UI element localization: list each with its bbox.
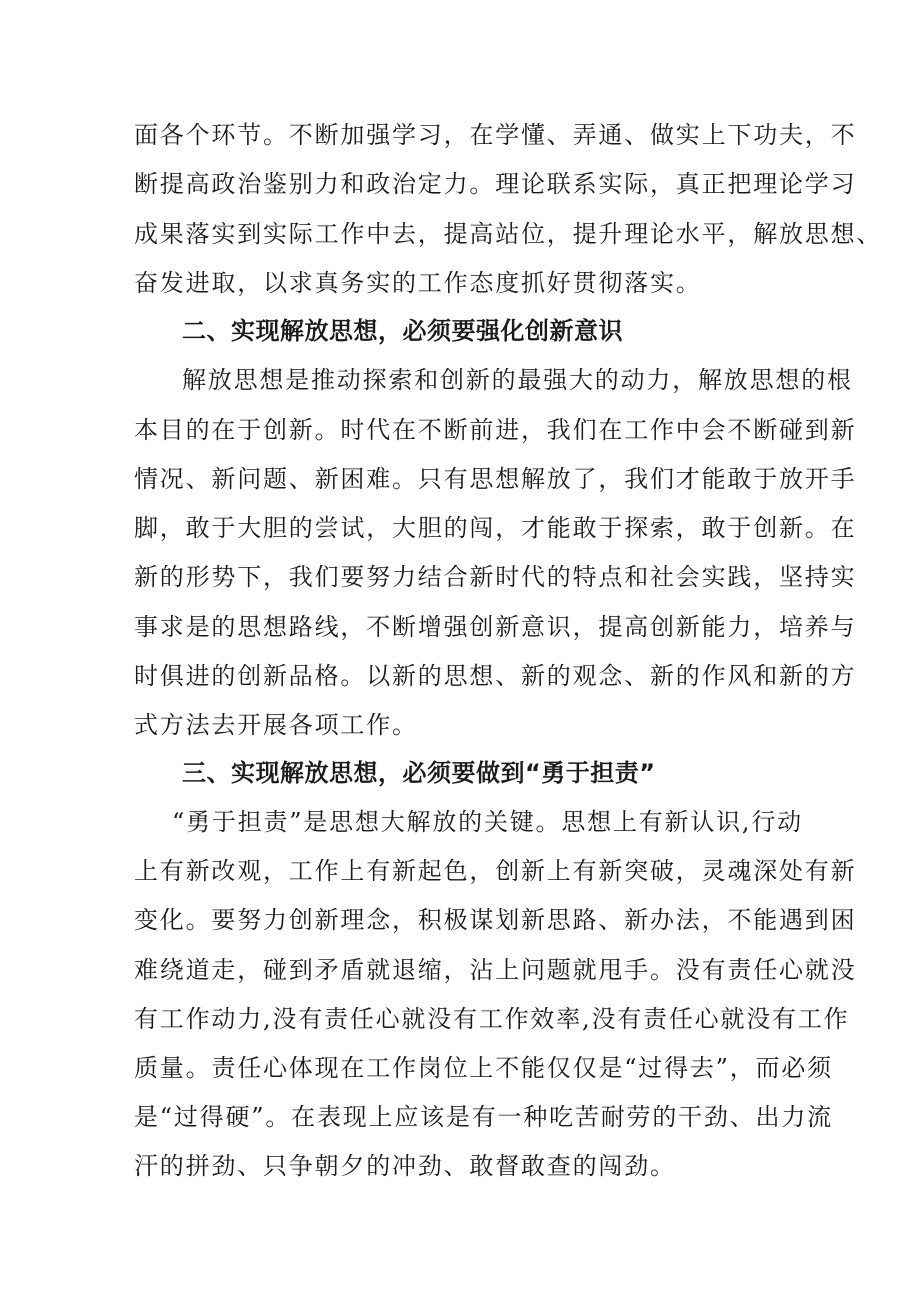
paragraph-line: “勇于担责”是思想大解放的关键。思想上有新认识,行动	[172, 808, 803, 836]
paragraph-line: 式方法去开展各项工作。	[134, 711, 418, 739]
paragraph-line: 脚，敢于大胆的尝试，大胆的闯，才能敢于探索，敢于创新。在	[134, 514, 857, 542]
paragraph-line: 难绕道走，碰到矛盾就退缩，沾上问题就甩手。没有责任心就没	[134, 956, 857, 984]
paragraph-line: 时俱进的创新品格。以新的思想、新的观念、新的作风和新的方	[134, 662, 857, 690]
section-heading: 三、实现解放思想，必须要做到“勇于担责”	[182, 759, 656, 787]
paragraph-line: 上有新改观，工作上有新起色，创新上有新突破，灵魂深处有新	[134, 857, 857, 885]
paragraph-line: 质量。责任心体现在工作岗位上不能仅仅是“过得去”，而必须	[134, 1054, 833, 1082]
paragraph-line: 本目的在于创新。时代在不断前进，我们在工作中会不断碰到新	[134, 416, 857, 444]
paragraph-line: 断提高政治鉴别力和政治定力。理论联系实际，真正把理论学习	[134, 170, 857, 198]
paragraph-line: 奋发进取，以求真务实的工作态度抓好贯彻落实。	[134, 269, 702, 297]
paragraph-line: 事求是的思想路线，不断增强创新意识，提高创新能力，培养与	[134, 613, 857, 641]
paragraph-line: 新的形势下，我们要努力结合新时代的特点和社会实践，坚持实	[134, 563, 857, 591]
paragraph-line: 有工作动力,没有责任心就没有工作效率,没有责任心就没有工作	[134, 1005, 850, 1033]
section-heading: 二、实现解放思想，必须要强化创新意识	[182, 317, 623, 345]
paragraph-line: 解放思想是推动探索和创新的最强大的动力，解放思想的根	[182, 366, 853, 394]
paragraph-line: 汗的拼劲、只争朝夕的冲劲、敢督敢查的闯劲。	[134, 1152, 676, 1180]
paragraph-line: 情况、新问题、新困难。只有思想解放了，我们才能敢于放开手	[134, 465, 857, 493]
paragraph-line: 面各个环节。不断加强学习，在学懂、弄通、做实上下功夫，不	[134, 121, 857, 149]
paragraph-line: 是“过得硬”。在表现上应该是有一种吃苦耐劳的干劲、出力流	[134, 1103, 833, 1131]
paragraph-line: 成果落实到实际工作中去，提高站位，提升理论水平，解放思想、	[134, 220, 883, 248]
paragraph-line: 变化。要努力创新理念，积极谋划新思路、新办法，不能遇到困	[134, 906, 857, 934]
